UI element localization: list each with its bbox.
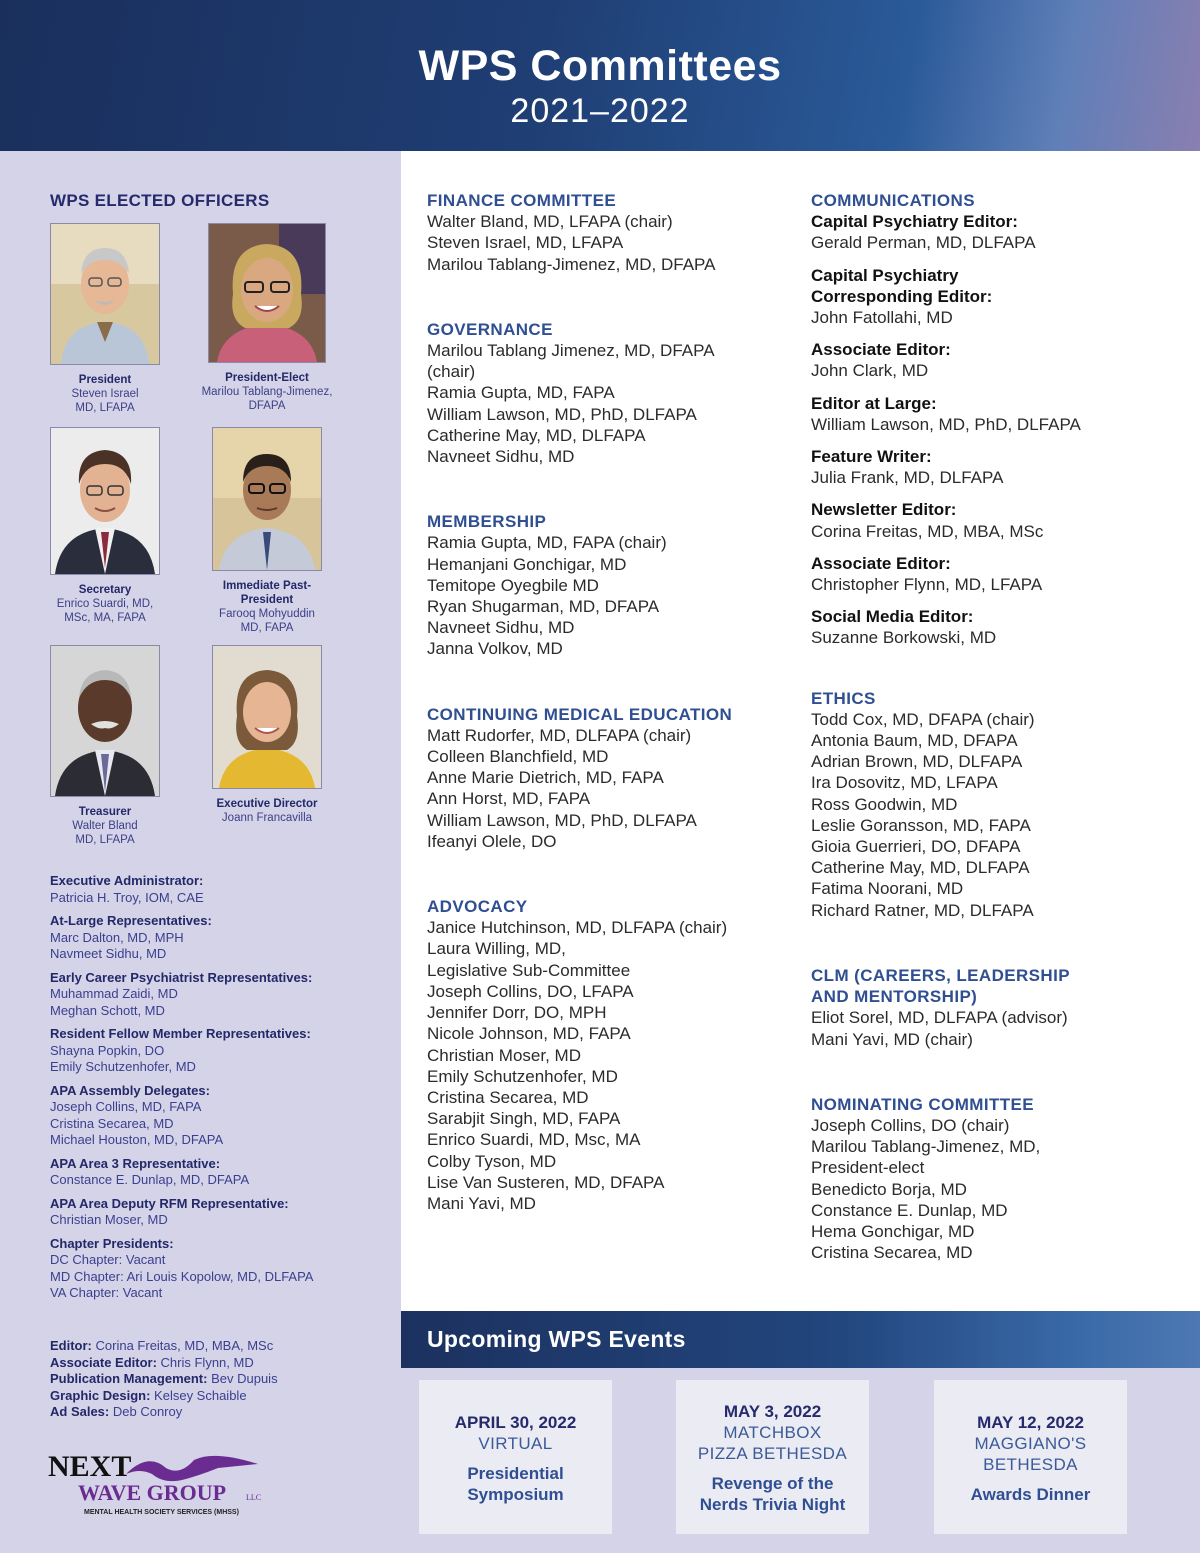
sidebar-block-heading: At-Large Representatives: <box>50 913 212 928</box>
events-header <box>401 1311 1200 1368</box>
sidebar-block-line: Christian Moser, MD <box>50 1212 168 1227</box>
entry-value: Julia Frank, MD, DLFAPA <box>811 468 1004 488</box>
sidebar-block-line: Cristina Secarea, MD <box>50 1115 174 1131</box>
member-line: Jennifer Dorr, DO, MPH <box>427 1003 607 1023</box>
sidebar-block-heading: APA Assembly Delegates: <box>50 1082 210 1098</box>
event-name-continued: Symposium <box>467 1485 564 1504</box>
member-line: William Lawson, MD, PhD, DLFAPA <box>427 810 697 830</box>
sidebar-block-heading: Chapter Presidents: <box>50 1235 174 1251</box>
committee-title: ETHICS <box>811 688 876 708</box>
officer-role: President <box>78 374 132 386</box>
committee-ethics <box>811 688 1191 921</box>
officer-credentials: DFAPA <box>248 400 286 412</box>
committee-title: CONTINUING MEDICAL EDUCATION <box>427 704 733 724</box>
event-date: MAY 3, 2022 <box>723 1402 822 1421</box>
credit-line <box>50 1355 390 1372</box>
sidebar-block-line: MD Chapter: Ari Louis Kopolow, MD, DLFAPA <box>50 1268 314 1284</box>
member-line: Leslie Goransson, MD, FAPA <box>811 815 1031 835</box>
member-line: Joseph Collins, DO, LFAPA <box>427 981 634 1001</box>
sidebar-block-line: Joseph Collins, MD, FAPA <box>50 1099 202 1114</box>
sidebar-block-line: Constance E. Dunlap, MD, DFAPA <box>50 1172 250 1187</box>
member-line: Eliot Sorel, MD, DLFAPA (advisor) <box>811 1008 1068 1028</box>
officers-title: WPS ELECTED OFFICERS <box>50 191 270 210</box>
committee-governance <box>427 319 797 467</box>
credit-label: Graphic Design: <box>50 1387 151 1403</box>
member-line: Hema Gonchigar, MD <box>811 1221 975 1241</box>
entry-label: Corresponding Editor: <box>811 286 993 306</box>
communications-entry <box>811 393 1191 435</box>
member-line: Ryan Shugarman, MD, DFAPA <box>427 597 660 617</box>
member-line: Richard Ratner, MD, DLFAPA <box>811 900 1034 920</box>
committee-title: FINANCE COMMITTEE <box>427 191 617 210</box>
member-line: Legislative Sub-Committee <box>427 960 631 980</box>
event-name-continued: Nerds Trivia Night <box>699 1495 846 1514</box>
credit-value: Chris Flynn, MD <box>160 1354 254 1370</box>
credit-line <box>50 1404 390 1421</box>
logo-line-2: WAVE GROUP <box>78 1480 227 1505</box>
member-line: Anne Marie Dietrich, MD, FAPA <box>427 768 664 788</box>
member-line: Laura Willing, MD, <box>427 939 566 959</box>
member-line: Navneet Sidhu, MD <box>427 447 575 467</box>
event-location-continued: BETHESDA <box>983 1455 1078 1474</box>
entry-value: Suzanne Borkowski, MD <box>811 628 997 648</box>
member-line: Matt Rudorfer, MD, DLFAPA (chair) <box>427 725 692 745</box>
member-line: Lise Van Susteren, MD, DFAPA <box>427 1172 665 1192</box>
sidebar-block-heading: APA Area Deputy RFM Representative: <box>50 1195 289 1211</box>
event-date: APRIL 30, 2022 <box>454 1413 577 1432</box>
member-line: Ira Dosovitz, MD, LFAPA <box>811 773 998 793</box>
credit-value: Deb Conroy <box>112 1404 183 1419</box>
member-line: Cristina Secarea, MD <box>811 1243 973 1263</box>
member-line: Hemanjani Gonchigar, MD <box>427 554 627 574</box>
treasurer-photo <box>50 645 160 797</box>
officer-past-president <box>188 427 346 635</box>
member-line: Ifeanyi Olele, DO <box>427 831 557 851</box>
committee-communications <box>811 190 1191 649</box>
sidebar-block <box>50 1196 390 1229</box>
member-line: Ramia Gupta, MD, FAPA <box>427 383 615 403</box>
sidebar-block-line: Muhammad Zaidi, MD <box>50 986 178 1001</box>
event-date: MAY 12, 2022 <box>977 1413 1084 1432</box>
committee-cme <box>427 704 797 852</box>
masthead-credits <box>50 1338 390 1421</box>
sidebar-block <box>50 1083 390 1149</box>
president-photo <box>50 223 160 365</box>
sidebar-block-line: Michael Houston, MD, DFAPA <box>50 1132 224 1147</box>
committee-title: MEMBERSHIP <box>427 512 547 532</box>
entry-label: Capital Psychiatry <box>811 265 959 285</box>
committee-title: GOVERNANCE <box>427 319 553 339</box>
entry-label: Associate Editor: <box>811 553 951 573</box>
communications-entry <box>811 606 1191 648</box>
officer-credentials: MD, LFAPA <box>75 402 135 414</box>
event-card <box>419 1380 612 1534</box>
officer-name: Enrico Suardi, MD, <box>56 598 154 610</box>
member-line: Emily Schutzenhofer, MD <box>427 1066 618 1086</box>
member-line: Marilou Tablang-Jimenez, MD, DFAPA <box>427 254 716 274</box>
sidebar <box>0 151 401 1553</box>
member-line: Christian Moser, MD <box>427 1045 581 1065</box>
officer-role: Immediate Past- <box>222 580 312 592</box>
member-line: Catherine May, MD, DLFAPA <box>427 425 646 445</box>
officer-president <box>40 223 170 415</box>
officer-role-continued: President <box>240 594 294 606</box>
member-line: Constance E. Dunlap, MD <box>811 1200 1008 1220</box>
credit-value: Kelsey Schaible <box>154 1387 247 1403</box>
member-line: William Lawson, MD, PhD, DLFAPA <box>427 404 697 424</box>
credit-line <box>50 1338 390 1355</box>
member-line: Colleen Blanchfield, MD <box>427 747 609 767</box>
member-line: Mani Yavi, MD (chair) <box>811 1029 973 1049</box>
credit-label: Editor: <box>50 1338 92 1353</box>
middle-column <box>427 190 797 1258</box>
committee-nominating <box>811 1094 1191 1264</box>
committee-clm <box>811 965 1191 1050</box>
member-line: Cristina Secarea, MD <box>427 1087 589 1107</box>
entry-label: Feature Writer: <box>811 447 932 467</box>
officer-role: President-Elect <box>225 372 309 384</box>
page-subtitle-years: 2021–2022 <box>510 92 690 130</box>
member-line: Adrian Brown, MD, DLFAPA <box>811 752 1023 772</box>
sidebar-block <box>50 1236 390 1302</box>
member-line: Steven Israel, MD, LFAPA <box>427 233 624 253</box>
credit-label: Publication Management: <box>50 1371 208 1386</box>
entry-value: Christopher Flynn, MD, LFAPA <box>811 575 1043 595</box>
communications-entry <box>811 446 1191 488</box>
credit-value: Bev Dupuis <box>211 1371 278 1386</box>
sidebar-block-line: Emily Schutzenhofer, MD <box>50 1059 196 1074</box>
officer-executive-director <box>188 645 346 825</box>
event-card <box>934 1380 1127 1534</box>
entry-label: Newsletter Editor: <box>811 500 957 520</box>
member-line: (chair) <box>427 362 476 382</box>
event-name: Presidential <box>467 1464 564 1483</box>
sidebar-block <box>50 1156 390 1189</box>
officer-secretary <box>40 427 170 625</box>
committee-membership <box>427 511 797 659</box>
member-line: Ann Horst, MD, FAPA <box>427 789 591 809</box>
member-line: Janna Volkov, MD <box>427 639 563 659</box>
page-header <box>0 0 1200 151</box>
committee-advocacy <box>427 896 797 1214</box>
member-line: Janice Hutchinson, MD, DLFAPA (chair) <box>427 918 728 938</box>
sidebar-block <box>50 873 390 906</box>
officer-name: Farooq Mohyuddin <box>219 608 315 620</box>
event-location: MAGGIANO'S <box>974 1434 1087 1453</box>
credit-value: Corina Freitas, MD, MBA, MSc <box>95 1338 274 1353</box>
officer-name: Steven Israel <box>71 388 139 400</box>
member-line: President-elect <box>811 1158 925 1178</box>
entry-value: John Fatollahi, MD <box>811 308 953 328</box>
executive-director-photo <box>212 645 322 789</box>
credit-line <box>50 1371 390 1388</box>
officer-role: Executive Director <box>216 798 318 810</box>
sidebar-block-line: Patricia H. Troy, IOM, CAE <box>50 889 204 905</box>
member-line: Antonia Baum, MD, DFAPA <box>811 731 1018 751</box>
member-line: Nicole Johnson, MD, FAPA <box>427 1024 631 1044</box>
events-title: Upcoming WPS Events <box>427 1326 686 1352</box>
sidebar-block-heading: APA Area 3 Representative: <box>50 1155 221 1171</box>
communications-entry <box>811 553 1191 595</box>
logo-line-1: NEXT <box>48 1450 132 1483</box>
officer-credentials: MD, LFAPA <box>75 834 135 846</box>
member-line: Walter Bland, MD, LFAPA (chair) <box>427 212 673 232</box>
member-line: Temitope Oyegbile MD <box>427 575 599 595</box>
officer-role: Secretary <box>78 584 132 596</box>
member-line: Ross Goodwin, MD <box>811 794 958 814</box>
entry-label: Social Media Editor: <box>811 607 974 627</box>
sidebar-block-line: Meghan Schott, MD <box>50 1002 165 1018</box>
sidebar-block <box>50 970 390 1020</box>
officer-credentials: MD, FAPA <box>240 622 294 634</box>
event-card <box>676 1380 869 1534</box>
credit-label: Associate Editor: <box>50 1354 157 1370</box>
event-name: Awards Dinner <box>970 1485 1091 1504</box>
past-president-photo <box>212 427 322 571</box>
sidebar-block-line: Shayna Popkin, DO <box>50 1042 165 1058</box>
member-line: Benedicto Borja, MD <box>811 1179 967 1199</box>
member-line: Joseph Collins, DO (chair) <box>811 1115 1010 1135</box>
entry-label: Associate Editor: <box>811 340 951 360</box>
logo-suffix: LLC <box>246 1493 262 1502</box>
member-line: Ramia Gupta, MD, FAPA (chair) <box>427 533 667 553</box>
officer-name: Joann Francavilla <box>221 812 313 824</box>
member-line: Marilou Tablang-Jimenez, MD, <box>811 1137 1041 1157</box>
entry-value: John Clark, MD <box>811 361 929 381</box>
entry-value: Corina Freitas, MD, MBA, MSc <box>811 521 1044 541</box>
credit-line <box>50 1388 390 1405</box>
event-location-continued: PIZZA BETHESDA <box>697 1444 848 1463</box>
member-line: Colby Tyson, MD <box>427 1151 557 1171</box>
sidebar-block-line: VA Chapter: Vacant <box>50 1285 163 1300</box>
sidebar-block <box>50 1026 390 1076</box>
committee-finance <box>427 190 797 275</box>
communications-entry <box>811 499 1191 541</box>
officer-role: Treasurer <box>78 806 132 818</box>
officer-treasurer <box>40 645 170 847</box>
committee-title: ADVOCACY <box>427 897 528 917</box>
member-line: Fatima Noorani, MD <box>811 879 964 899</box>
officer-name: Marilou Tablang-Jimenez, <box>201 386 333 398</box>
next-wave-group-logo <box>48 1446 278 1521</box>
member-line: Gioia Guerrieri, DO, DFAPA <box>811 837 1021 857</box>
member-line: Enrico Suardi, MD, Msc, MA <box>427 1130 641 1150</box>
member-line: Mani Yavi, MD <box>427 1193 536 1213</box>
entry-value: William Lawson, MD, PhD, DLFAPA <box>811 414 1081 434</box>
entry-label: Editor at Large: <box>811 393 937 413</box>
committee-title: COMMUNICATIONS <box>811 191 975 210</box>
sidebar-roles-list <box>50 873 390 1309</box>
right-column <box>811 190 1191 1307</box>
sidebar-block-line: Marc Dalton, MD, MPH <box>50 929 184 945</box>
event-location: MATCHBOX <box>723 1423 822 1442</box>
secretary-photo <box>50 427 160 575</box>
officer-name: Walter Bland <box>72 820 138 832</box>
communications-entry <box>811 339 1191 381</box>
committee-title: CLM (CAREERS, LEADERSHIP <box>811 965 1070 985</box>
member-line: Marilou Tablang Jimenez, MD, DFAPA <box>427 341 715 361</box>
entry-label: Capital Psychiatry Editor: <box>811 212 1018 232</box>
officer-president-elect <box>188 223 346 413</box>
event-name: Revenge of the <box>711 1474 834 1493</box>
sidebar-block-heading: Resident Fellow Member Representatives: <box>50 1026 311 1041</box>
events-area <box>401 1368 1200 1553</box>
committee-title-continued: AND MENTORSHIP) <box>811 987 978 1007</box>
sidebar-block <box>50 913 390 963</box>
event-location: VIRTUAL <box>478 1434 553 1453</box>
sidebar-block-heading: Early Career Psychiatrist Representatives: <box>50 969 313 985</box>
sidebar-block-heading: Executive Administrator: <box>50 873 204 888</box>
logo-tagline: MENTAL HEALTH SOCIETY SERVICES (MHSS) <box>84 1509 239 1516</box>
credit-label: Ad Sales: <box>50 1404 110 1419</box>
member-line: Catherine May, MD, DLFAPA <box>811 858 1030 878</box>
page-title: WPS Committees <box>418 42 782 90</box>
officer-credentials: MSc, MA, FAPA <box>64 612 146 624</box>
member-line: Sarabjit Singh, MD, FAPA <box>427 1109 621 1129</box>
entry-value: Gerald Perman, MD, DLFAPA <box>811 233 1036 253</box>
communications-entry <box>811 211 1191 253</box>
member-line: Navneet Sidhu, MD <box>427 618 575 638</box>
sidebar-block-line: DC Chapter: Vacant <box>50 1252 166 1267</box>
sidebar-block-line: Navmeet Sidhu, MD <box>50 946 167 961</box>
president-elect-photo <box>208 223 326 363</box>
committee-title: NOMINATING COMMITTEE <box>811 1094 1034 1114</box>
communications-entry <box>811 265 1191 329</box>
member-line: Todd Cox, MD, DFAPA (chair) <box>811 709 1035 729</box>
